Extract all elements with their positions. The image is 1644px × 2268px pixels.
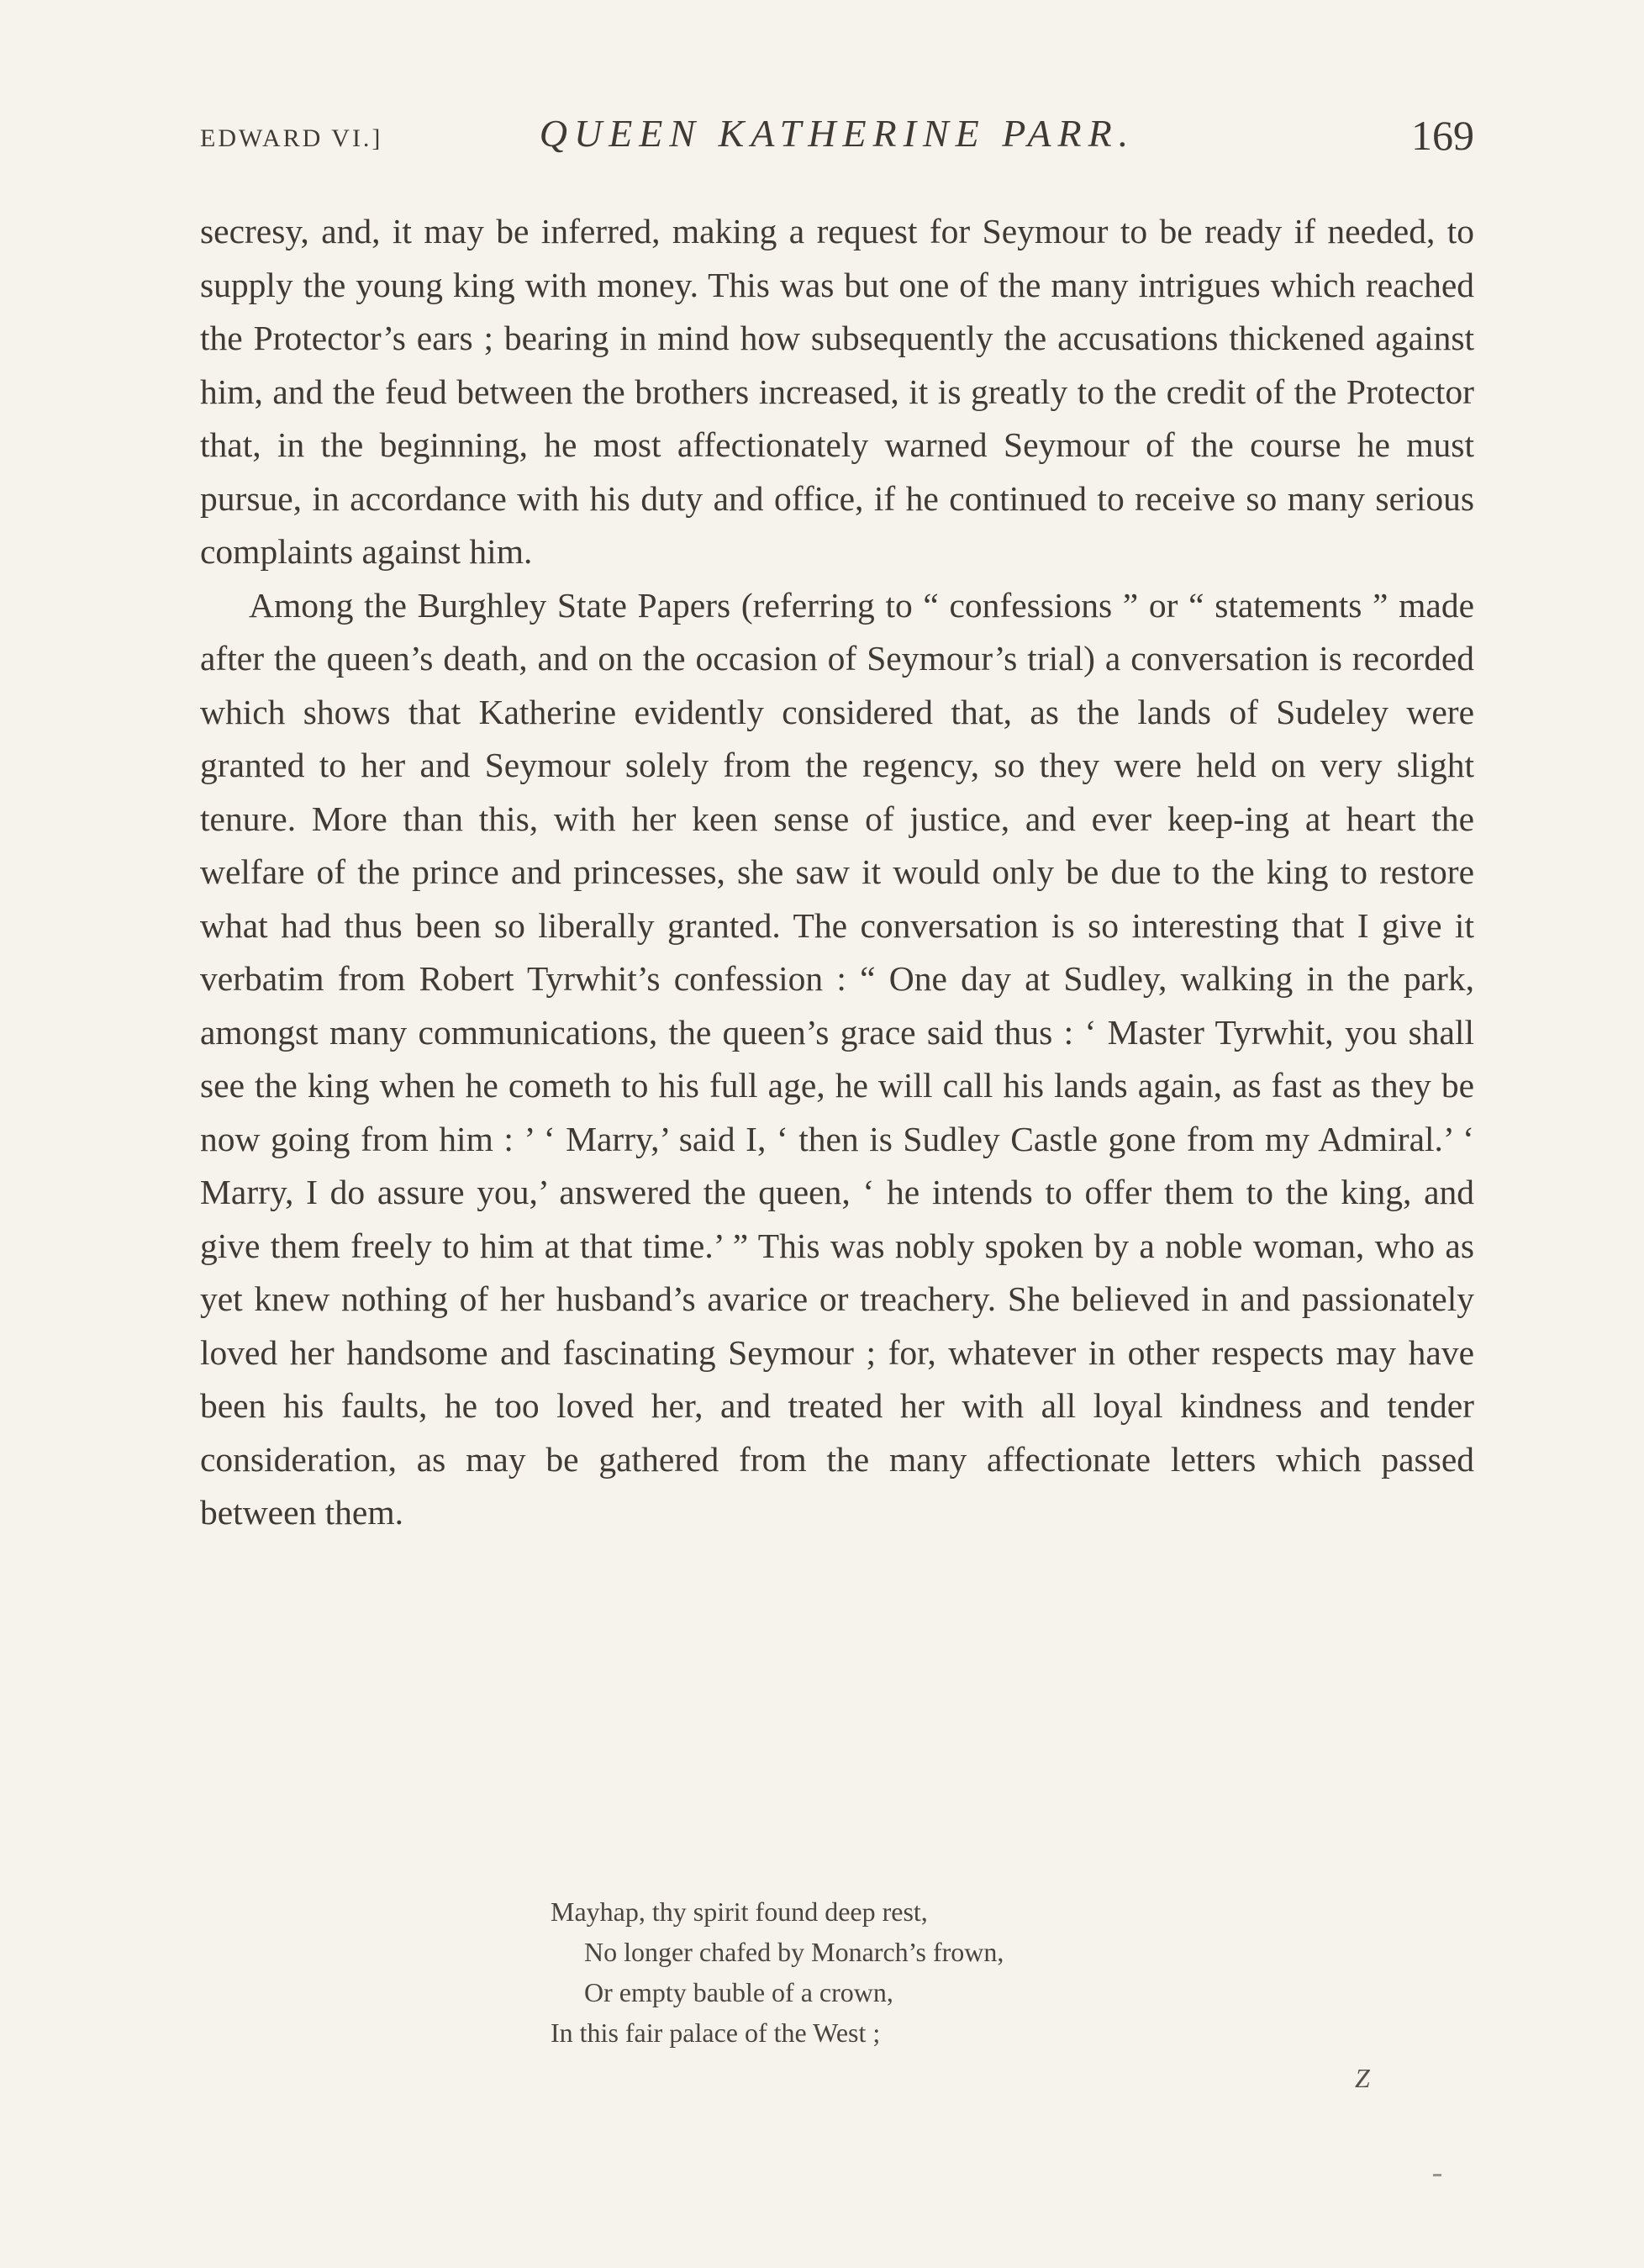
poem-line: Or empty bauble of a crown, — [584, 1977, 893, 2007]
poem — [551, 1891, 1004, 2053]
poem-line: In this fair palace of the West ; — [551, 2017, 881, 2048]
page-number: 169 — [1411, 112, 1474, 159]
body-text — [200, 205, 1474, 1540]
paragraph-1: secresy, and, it may be inferred, making a request for Seymour to be ready if needed, to supply the young king with money. This was but one of the many intrigues which reached the Protector’s ears ; bearing in mind how subsequently the accusations thickened against him, and the feud between the brothers increased, it is greatly to the credit of the Protector that, in the beginning, he most affectionately warned Seymour of the course he must pursue, in accordance with his duty and office, if he continued to receive so many serious complaints against him. — [200, 212, 1474, 571]
poem-line: No longer chafed by Monarch’s frown, — [584, 1937, 1004, 1967]
ink-speck — [1433, 2174, 1441, 2176]
running-head — [200, 111, 1474, 170]
signature-mark: Z — [1355, 2063, 1370, 2093]
running-head-section: EDWARD VI.] — [200, 124, 383, 152]
running-head-title: QUEEN KATHERINE PARR. — [539, 112, 1136, 155]
poem-line: Mayhap, thy spirit found deep rest, — [551, 1896, 928, 1927]
paragraph-2: Among the Burghley State Papers (referring to “ confessions ” or “ statements ” made after the queen’s death, and on the occasion of Seymour’s trial) a conversation is recorded which shows that Katherine evidently considered that, as the lands of Sudeley were granted to her and Seymour solely from the regency, so they were held on very slight tenure. More than this, with her keen sense of justice, and ever keep-ing at heart the welfare of the prince and princesses, she saw it would only be due to the king to restore what had thus been so liberally granted. The conversation is so interesting that I give it verbatim from Robert Tyrwhit’s confession : “ One day at Sudley, walking in the park, amongst many communications, the queen’s grace said thus : ‘ Master Tyrwhit, you shall see the king when he cometh to his full age, he will call his lands again, as fast as they be now going from him : ’ ‘ Marry,’ said I, ‘ then is Sudley Castle gone from my Admiral.’ ‘ Marry, I do assure you,’ answered the queen, ‘ he intends to offer them to the king, and give them freely to him at that time.’ ” This was nobly spoken by a noble woman, who as yet knew nothing of her husband’s avarice or treachery. She believed in and passionately loved her handsome and fascinating Seymour ; for, whatever in other respects may have been his faults, he too loved her, and treated her with all loyal kindness and tender consideration, as may be gathered from the many affectionate letters which passed between them. — [200, 585, 1474, 1532]
